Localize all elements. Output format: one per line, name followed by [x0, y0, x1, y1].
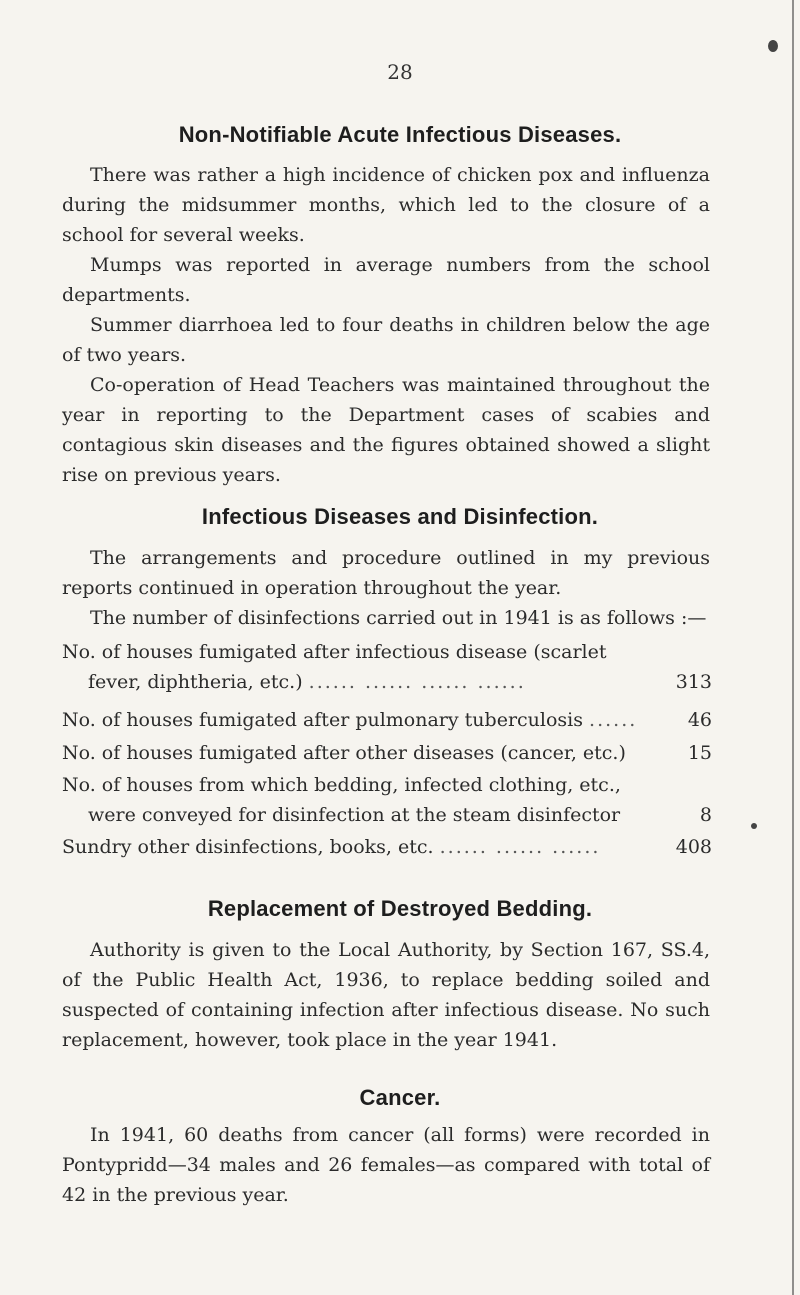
row-value: 46	[687, 709, 712, 731]
section-heading-disinfection: Infectious Diseases and Disinfection.	[201, 504, 599, 529]
section-heading-bedding: Replacement of Destroyed Bedding.	[207, 896, 593, 921]
row-label: No. of houses from which bedding, infected clothing, etc., were conveyed for disinfection at the steam disinfector	[62, 774, 621, 826]
paragraph: Summer diarrhoea led to four deaths in children below the age of two years.	[62, 314, 710, 366]
disinfection-row	[62, 770, 712, 830]
section-heading-non-notifiable: Non-Notifiable Acute Infectious Diseases.	[178, 122, 622, 147]
disinfection-row	[62, 705, 712, 735]
paragraph: The number of disinfections carried out in 1941 is as follows :—	[90, 607, 707, 629]
paragraph: Authority is given to the Local Authority, by Section 167, SS.4, of the Public Health Act, 1936, to replace bedding soiled and suspected of containing infection after infectious disease. No such replacement, however, took place in the year 1941.	[62, 939, 710, 1051]
paragraph: In 1941, 60 deaths from cancer (all forms) were recorded in Pontypridd—34 males and 26 females—as compared with total of 42 in the previous year.	[62, 1124, 710, 1206]
row-label: No. of houses fumigated after infectious disease (scarlet fever, diphtheria, etc.) ...... ...... ...... ......	[62, 641, 607, 693]
row-value: 8	[699, 804, 712, 826]
paragraph: Co-operation of Head Teachers was maintained throughout the year in reporting to the Department cases of scabies and contagious skin diseases and the figures obtained showed a slight rise on previous years.	[62, 374, 710, 486]
paragraph: The arrangements and procedure outlined in my previous reports continued in operation throughout the year.	[62, 547, 710, 599]
row-value: 408	[675, 836, 712, 858]
disinfection-row	[62, 637, 712, 697]
page-number: 28	[387, 60, 413, 84]
section-heading-cancer: Cancer.	[359, 1085, 441, 1110]
scan-speck	[768, 40, 778, 52]
row-label: No. of houses fumigated after pulmonary tuberculosis ......	[62, 709, 638, 731]
row-value: 15	[687, 742, 712, 764]
row-label: No. of houses fumigated after other diseases (cancer, etc.)	[62, 742, 626, 764]
row-label: Sundry other disinfections, books, etc. ...... ...... ......	[62, 836, 601, 858]
row-value: 313	[675, 671, 712, 693]
disinfection-row	[62, 738, 712, 768]
disinfection-row	[62, 832, 712, 862]
paragraph: Mumps was reported in average numbers from the school departments.	[62, 254, 710, 306]
scan-speck	[751, 823, 757, 829]
paragraph: There was rather a high incidence of chicken pox and influenza during the midsummer months, which led to the closure of a school for several weeks.	[62, 164, 710, 246]
